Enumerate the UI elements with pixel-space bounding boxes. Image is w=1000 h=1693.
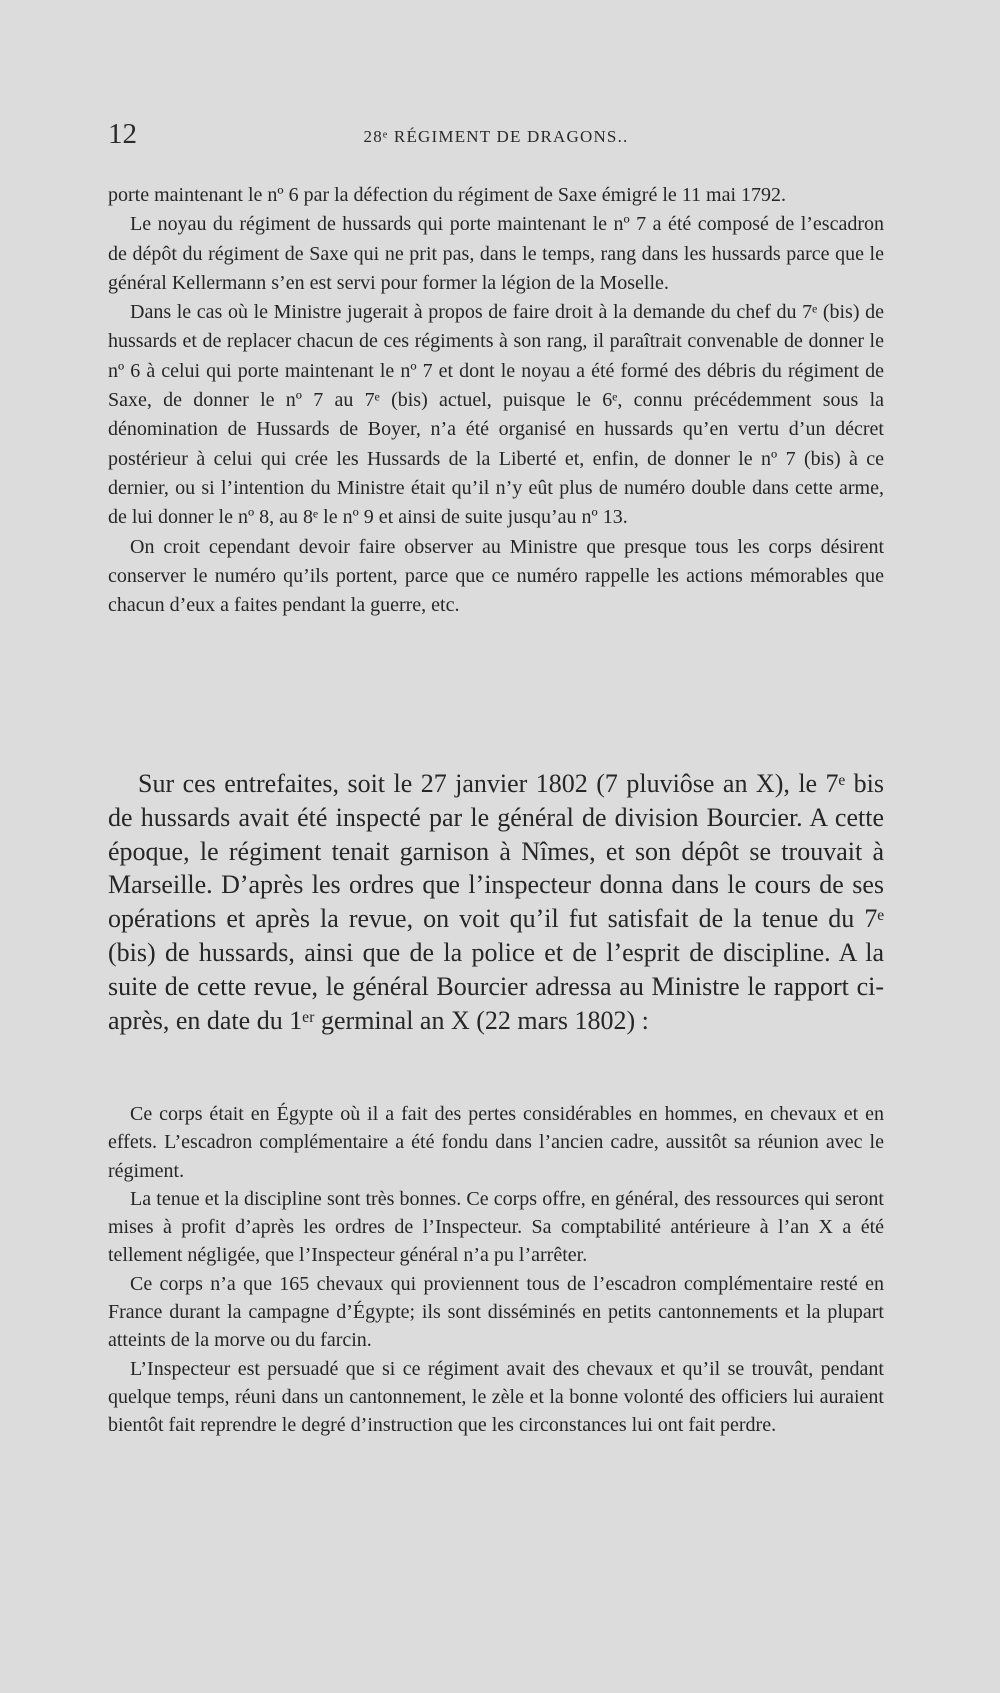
paragraph-chevaux: Ce corps n’a que 165 chevaux qui proviennent tous de l’escadron complémentaire resté en France durant la campagne d’Égypte; ils sont disséminés en petits cantonnements et la plupart atteints de la morve ou du farcin. (108, 1272, 884, 1352)
paragraph-continuation: porte maintenant le nº 6 par la défection du régiment de Saxe émigré le 11 mai 1792. (108, 184, 787, 206)
report-excerpt-block (108, 181, 884, 620)
running-title: 28ᵉ RÉGIMENT DE DRAGONS.. (363, 127, 629, 146)
page-number: 12 (108, 118, 137, 150)
paragraph-noyau: Le noyau du régiment de hussards qui porte maintenant le nº 7 a été composé de l’escadron de dépôt du régiment de Saxe qui ne prit pas, dans le temps, rang dans les hussards parce que le général Kellermann s’en est servi pour former la légion de la Moselle. (108, 213, 884, 294)
paragraph-egypte: Ce corps était en Égypte où il a fait des pertes considérables en hommes, en chevaux et en effets. L’escadron complémentaire a été fondu dans l’ancien cadre, aussitôt sa réunion avec le régiment. (108, 1103, 884, 1182)
page-header (108, 118, 884, 154)
paragraph-tenue: La tenue et la discipline sont très bonnes. Ce corps offre, en général, des ressources qui seront mises à profit d’après les ordres de l’Inspecteur. Sa comptabilité antérieure à l’an X a été tellement négligée, que l’Inspecteur général n’a pu l’arrêter. (108, 1187, 884, 1267)
paragraph-observation: On croit cependant devoir faire observer au Ministre que presque tous les corps désirent conserver le numéro qu’ils portent, parce que ce numéro rappelle les actions mémorables que chacun d’eux a faites pendant la guerre, etc. (108, 535, 884, 617)
paragraph-inspection: Sur ces entrefaites, soit le 27 janvier 1802 (7 pluviôse an X), le 7ᵉ bis de hussards avait été inspecté par le général de division Bourcier. A cette époque, le régiment tenait garnison à Nîmes, et son dépôt se trouvait à Marseille. D’après les ordres que l’inspecteur donna dans le cours de ses opérations et après la revue, on voit qu’il fut satisfait de la tenue du 7ᵉ (bis) de hussards, ainsi que de la police et de l’esprit de discipline. A la suite de cette revue, le général Bourcier adressa au Ministre le rapport ci-après, en date du 1ᵉʳ germinal an X (22 mars 1802) : (108, 769, 884, 1035)
paragraph-inspecteur: L’Inspecteur est persuadé que si ce régiment avait des chevaux et qu’il se trouvât, pendant quelque temps, réuni dans un cantonnement, le zèle et la bonne volonté des officiers lui auraient bientôt fait reprendre le degré d’instruction que les circonstances lui ont fait perdre. (108, 1357, 884, 1437)
bourcier-report-block (108, 1100, 884, 1440)
paragraph-ministre: Dans le cas où le Ministre jugerait à propos de faire droit à la demande du chef du 7ᵉ (bis) de hussards et de replacer chacun de ces régiments à son rang, il paraîtrait convenable de donner le nº 6 à celui qui porte maintenant le nº 7 et dont le noyau a été formé des débris du régiment de Saxe, de donner le nº 7 au 7ᵉ (bis) actuel, puisque le 6ᵉ, connu précédemment sous la dénomination de Hussards de Boyer, n’a été organisé en hussards qu’en vertu d’un décret postérieur à celui qui crée les Hussards de la Liberté et, enfin, de donner le nº 7 (bis) à ce dernier, ou si l’intention du Ministre était qu’il n’y eût plus de numéro double dans cette arme, de lui donner le nº 8, au 8ᵉ le nº 9 et ainsi de suite jusqu’au nº 13. (108, 301, 884, 529)
narrative-block (108, 767, 884, 1037)
